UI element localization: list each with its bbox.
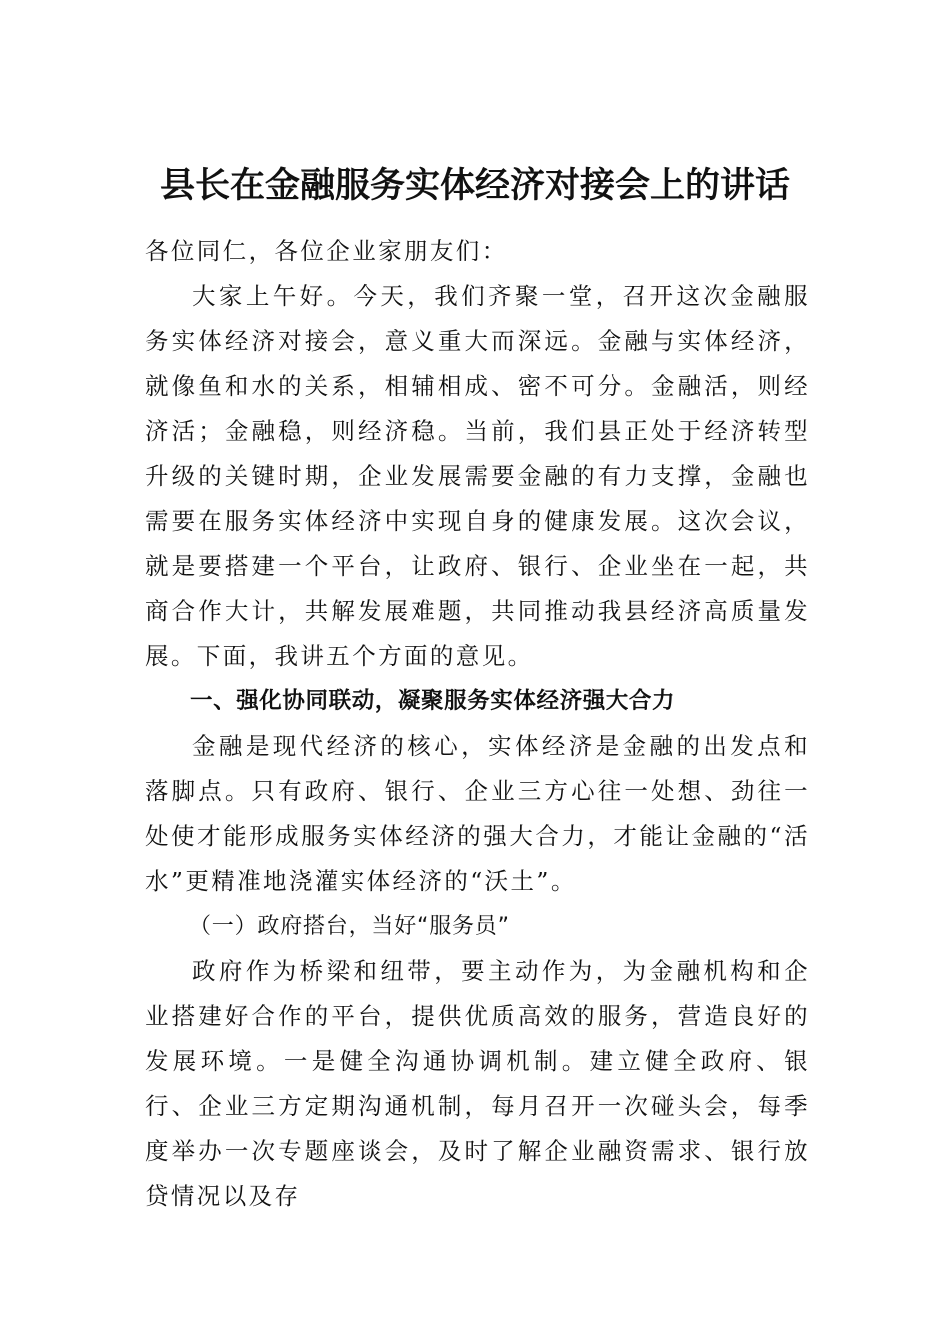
section-1-heading: 一、强化协同联动，凝聚服务实体经济强大合力 [190,688,676,714]
document-body [145,229,810,1219]
subsection-1-heading: （一）政府搭台，当好“服务员” [189,914,510,939]
salutation: 各位同仁，各位企业家朋友们： [145,237,508,265]
section-1-paragraph: 金融是现代经济的核心，实体经济是金融的出发点和落脚点。只有政府、银行、企业三方心往一处想、劲往一处使才能形成服务实体经济的强大合力，才能让金融的“活水”更精准地浇灌实体经济的“沃土”。 [145,732,810,895]
document-title: 县长在金融服务实体经济对接会上的讲话 [159,165,790,206]
opening-paragraph: 大家上午好。今天，我们齐聚一堂，召开这次金融服务实体经济对接会，意义重大而深远。金融与实体经济，就像鱼和水的关系，相辅相成、密不可分。金融活，则经济活；金融稳，则经济稳。当前，我们县正处于经济转型升级的关键时期，企业发展需要金融的有力支撑，金融也需要在服务实体经济中实现自身的健康发展。这次会议，就是要搭建一个平台，让政府、银行、企业坐在一起，共商合作大计，共解发展难题，共同推动我县经济高质量发展。下面，我讲五个方面的意见。 [145,282,810,670]
subsection-1-paragraph: 政府作为桥梁和纽带，要主动作为，为金融机构和企业搭建好合作的平台，提供优质高效的服务，营造良好的发展环境。一是健全沟通协调机制。建立健全政府、银行、企业三方定期沟通机制，每月召开一次碰头会，每季度举办一次专题座谈会，及时了解企业融资需求、银行放贷情况以及存 [145,957,810,1210]
